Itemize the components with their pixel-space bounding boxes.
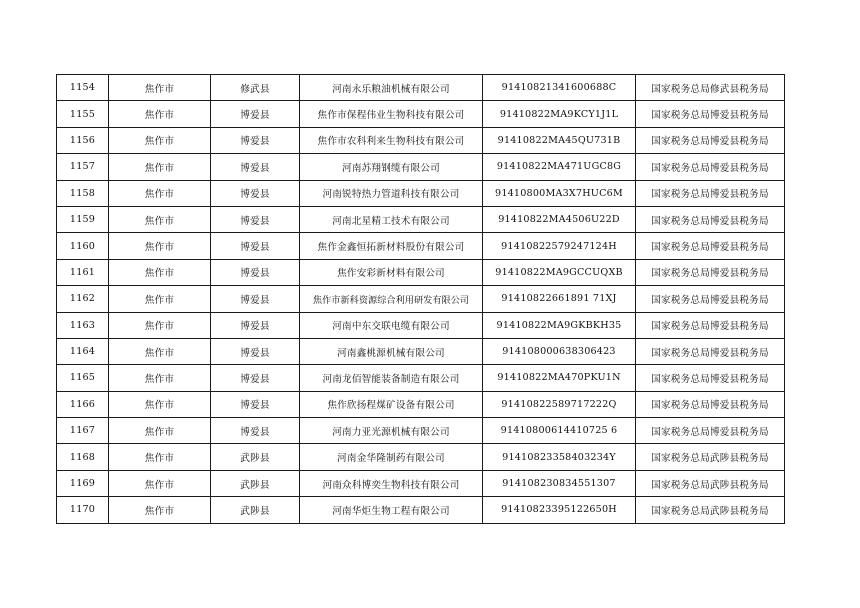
county-cell: 博爱县	[211, 154, 300, 180]
company-name-cell: 河南力亚光源机械有限公司	[300, 418, 483, 444]
table-row	[57, 206, 785, 232]
table-row	[57, 127, 785, 153]
tax-authority-cell: 国家税务总局武陟县税务局	[636, 497, 785, 523]
table-row	[57, 470, 785, 496]
city-cell: 焦作市	[109, 127, 211, 153]
company-name-cell: 河南北星精工技术有限公司	[300, 206, 483, 232]
county-cell: 武陟县	[211, 444, 300, 470]
table-row	[57, 154, 785, 180]
table-row	[57, 259, 785, 285]
city-cell: 焦作市	[109, 418, 211, 444]
company-name-cell: 河南众科博奕生物科技有限公司	[300, 470, 483, 496]
county-cell: 博爱县	[211, 312, 300, 338]
table-row	[57, 101, 785, 127]
table-row	[57, 444, 785, 470]
tax-authority-cell: 国家税务总局博爱县税务局	[636, 338, 785, 364]
tax-authority-cell: 国家税务总局博爱县税务局	[636, 233, 785, 259]
company-name-cell: 河南鑫桃源机械有限公司	[300, 338, 483, 364]
row-number: 1163	[57, 312, 109, 338]
credit-code-cell: 91410822579247124H	[483, 233, 636, 259]
row-number: 1168	[57, 444, 109, 470]
county-cell: 博爱县	[211, 286, 300, 312]
credit-code-cell: 91410822MA45QU731B	[483, 127, 636, 153]
row-number: 1164	[57, 338, 109, 364]
company-name-cell: 河南锐特热力管道科技有限公司	[300, 180, 483, 206]
tax-authority-cell: 国家税务总局博爱县税务局	[636, 312, 785, 338]
credit-code-cell: 914108230834551307	[483, 470, 636, 496]
taxpayer-table	[56, 74, 785, 524]
tax-authority-cell: 国家税务总局修武县税务局	[636, 75, 785, 101]
tax-authority-cell: 国家税务总局博爱县税务局	[636, 206, 785, 232]
row-number: 1162	[57, 286, 109, 312]
city-cell: 焦作市	[109, 101, 211, 127]
credit-code-cell: 91410800614410725 6	[483, 418, 636, 444]
row-number: 1167	[57, 418, 109, 444]
city-cell: 焦作市	[109, 233, 211, 259]
row-number: 1166	[57, 391, 109, 417]
credit-code-cell: 91410822MA470PKU1N	[483, 365, 636, 391]
county-cell: 武陟县	[211, 497, 300, 523]
table-row	[57, 338, 785, 364]
credit-code-cell: 914108000638306423	[483, 338, 636, 364]
city-cell: 焦作市	[109, 365, 211, 391]
tax-authority-cell: 国家税务总局博爱县税务局	[636, 127, 785, 153]
credit-code-cell: 91410800MA3X7HUC6M	[483, 180, 636, 206]
city-cell: 焦作市	[109, 312, 211, 338]
table-row	[57, 391, 785, 417]
credit-code-cell: 91410822MA4506U22D	[483, 206, 636, 232]
county-cell: 修武县	[211, 75, 300, 101]
table-row	[57, 497, 785, 523]
city-cell: 焦作市	[109, 497, 211, 523]
credit-code-cell: 91410821341600688C	[483, 75, 636, 101]
credit-code-cell: 91410822MA471UGC8G	[483, 154, 636, 180]
county-cell: 博爱县	[211, 206, 300, 232]
table-row	[57, 418, 785, 444]
row-number: 1157	[57, 154, 109, 180]
credit-code-cell: 91410822MA9GCCUQXB	[483, 259, 636, 285]
county-cell: 博爱县	[211, 101, 300, 127]
tax-authority-cell: 国家税务总局博爱县税务局	[636, 418, 785, 444]
city-cell: 焦作市	[109, 75, 211, 101]
tax-authority-cell: 国家税务总局博爱县税务局	[636, 365, 785, 391]
company-name-cell: 焦作欣扬程煤矿设备有限公司	[300, 391, 483, 417]
row-number: 1154	[57, 75, 109, 101]
county-cell: 博爱县	[211, 259, 300, 285]
county-cell: 博爱县	[211, 127, 300, 153]
company-name-cell: 河南金华隆制药有限公司	[300, 444, 483, 470]
company-name-cell: 河南中东交联电缆有限公司	[300, 312, 483, 338]
row-number: 1169	[57, 470, 109, 496]
county-cell: 博爱县	[211, 365, 300, 391]
county-cell: 博爱县	[211, 233, 300, 259]
tax-authority-cell: 国家税务总局博爱县税务局	[636, 259, 785, 285]
row-number: 1170	[57, 497, 109, 523]
row-number: 1161	[57, 259, 109, 285]
city-cell: 焦作市	[109, 391, 211, 417]
company-name-cell: 焦作金鑫恒拓新材料股份有限公司	[300, 233, 483, 259]
credit-code-cell: 91410822MA9KCY1J1L	[483, 101, 636, 127]
city-cell: 焦作市	[109, 180, 211, 206]
company-name-cell: 河南永乐粮油机械有限公司	[300, 75, 483, 101]
county-cell: 博爱县	[211, 338, 300, 364]
row-number: 1159	[57, 206, 109, 232]
city-cell: 焦作市	[109, 470, 211, 496]
credit-code-cell: 91410822661891 71XJ	[483, 286, 636, 312]
city-cell: 焦作市	[109, 206, 211, 232]
table-row	[57, 233, 785, 259]
county-cell: 博爱县	[211, 391, 300, 417]
credit-code-cell: 91410823395122650H	[483, 497, 636, 523]
table-row	[57, 286, 785, 312]
company-name-cell: 焦作市保程伟业生物科技有限公司	[300, 101, 483, 127]
table-row	[57, 312, 785, 338]
tax-authority-cell: 国家税务总局武陟县税务局	[636, 470, 785, 496]
table-row	[57, 180, 785, 206]
company-name-cell: 河南苏翔钢缆有限公司	[300, 154, 483, 180]
tax-authority-cell: 国家税务总局博爱县税务局	[636, 286, 785, 312]
county-cell: 武陟县	[211, 470, 300, 496]
credit-code-cell: 91410823358403234Y	[483, 444, 636, 470]
table-body	[57, 75, 785, 524]
row-number: 1158	[57, 180, 109, 206]
row-number: 1156	[57, 127, 109, 153]
city-cell: 焦作市	[109, 154, 211, 180]
tax-authority-cell: 国家税务总局武陟县税务局	[636, 444, 785, 470]
credit-code-cell: 91410822589717222Q	[483, 391, 636, 417]
row-number: 1160	[57, 233, 109, 259]
table-row	[57, 75, 785, 101]
company-name-cell: 焦作市新科资源综合利用研发有限公司	[300, 286, 483, 312]
county-cell: 博爱县	[211, 180, 300, 206]
city-cell: 焦作市	[109, 338, 211, 364]
credit-code-cell: 91410822MA9GKBKH35	[483, 312, 636, 338]
table-row	[57, 365, 785, 391]
company-name-cell: 河南龙佰智能装备制造有限公司	[300, 365, 483, 391]
county-cell: 博爱县	[211, 418, 300, 444]
row-number: 1165	[57, 365, 109, 391]
city-cell: 焦作市	[109, 286, 211, 312]
tax-authority-cell: 国家税务总局博爱县税务局	[636, 101, 785, 127]
city-cell: 焦作市	[109, 444, 211, 470]
company-name-cell: 焦作安彩新材料有限公司	[300, 259, 483, 285]
tax-authority-cell: 国家税务总局博爱县税务局	[636, 154, 785, 180]
tax-authority-cell: 国家税务总局博爱县税务局	[636, 180, 785, 206]
company-name-cell: 焦作市农科利来生物科技有限公司	[300, 127, 483, 153]
tax-authority-cell: 国家税务总局博爱县税务局	[636, 391, 785, 417]
company-name-cell: 河南华炬生物工程有限公司	[300, 497, 483, 523]
row-number: 1155	[57, 101, 109, 127]
city-cell: 焦作市	[109, 259, 211, 285]
